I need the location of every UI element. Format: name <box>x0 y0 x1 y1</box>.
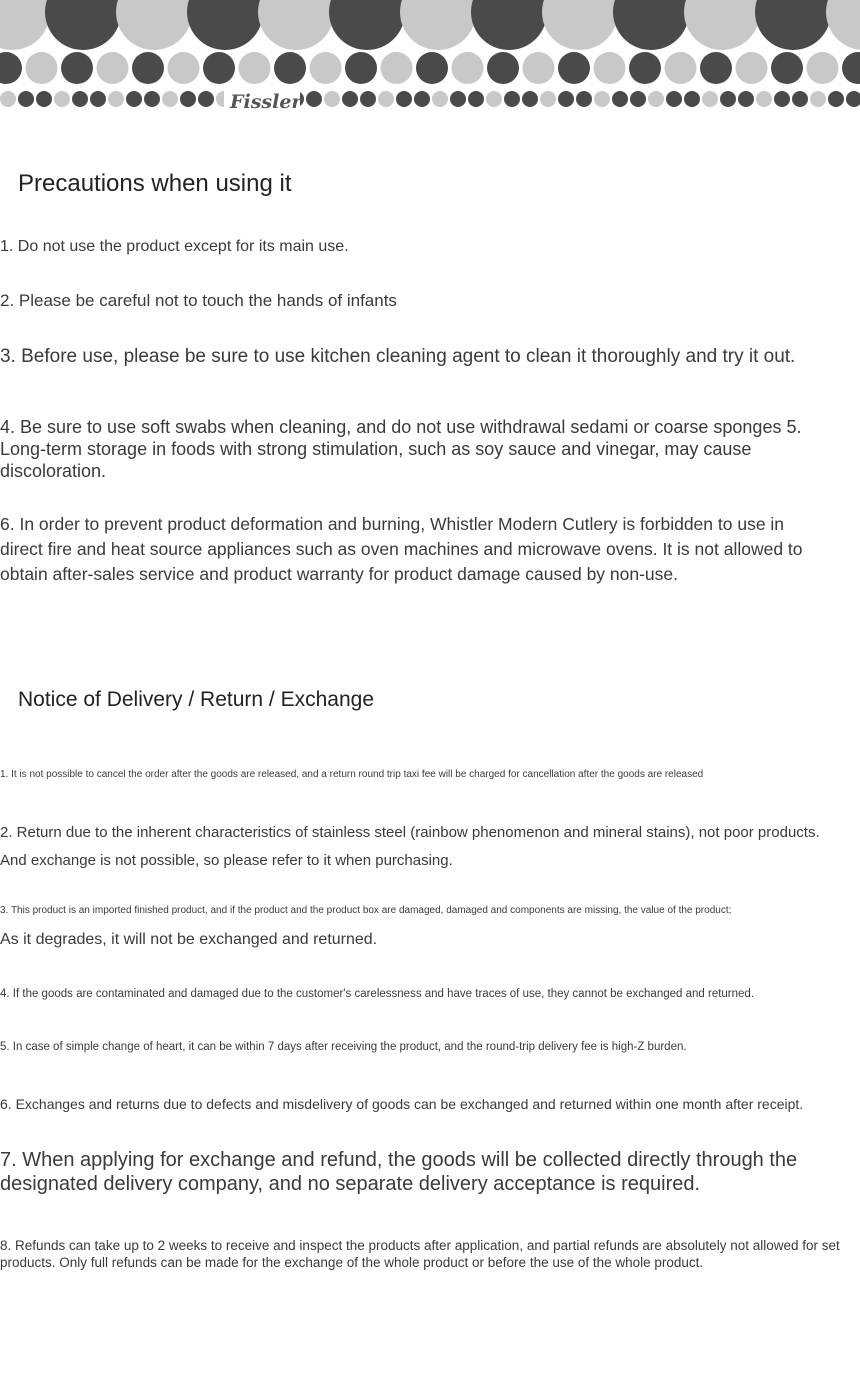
pattern-circle <box>540 91 556 107</box>
pattern-circle <box>97 52 129 84</box>
pattern-circle <box>360 91 376 107</box>
pattern-circle <box>36 91 52 107</box>
notice-title: Notice of Delivery / Return / Exchange <box>18 688 374 711</box>
brand-banner <box>0 0 860 112</box>
pattern-circle <box>756 91 772 107</box>
pattern-circle <box>162 91 178 107</box>
precautions-title: Precautions when using it <box>18 170 292 197</box>
pattern-circle <box>576 91 592 107</box>
pattern-circle <box>381 52 413 84</box>
pattern-circle <box>738 91 754 107</box>
pattern-circle <box>612 91 628 107</box>
pattern-circle <box>414 91 430 107</box>
pattern-circle <box>203 52 235 84</box>
pattern-circle <box>132 52 164 84</box>
pattern-circle <box>630 91 646 107</box>
pattern-circle <box>629 52 661 84</box>
pattern-circle <box>378 91 394 107</box>
notice-item-8: 8. Refunds can take up to 2 weeks to receive and inspect the products after application, and partial refunds are absolutely not allowed for set products. Only full refunds can be made for the exchange of the whole product or before the use of the whole product. <box>0 1238 840 1270</box>
pattern-circle <box>594 52 626 84</box>
pattern-circle <box>702 91 718 107</box>
pattern-circle <box>522 91 538 107</box>
pattern-circle <box>771 52 803 84</box>
notice-item-7: 7. When applying for exchange and refund, the goods will be collected directly through the designated delivery company, and no separate delivery acceptance is required. <box>0 1149 798 1195</box>
pattern-circle <box>774 91 790 107</box>
pattern-circle <box>126 91 142 107</box>
pattern-circle <box>828 91 844 107</box>
pattern-circle <box>810 91 826 107</box>
pattern-circle <box>665 52 697 84</box>
notice-item-4: 4. If the goods are contaminated and damaged due to the customer's carelessness and have traces of use, they cannot be exchanged and returned. <box>0 988 755 1000</box>
pattern-circle <box>487 52 519 84</box>
pattern-circle <box>416 52 448 84</box>
pattern-circle <box>700 52 732 84</box>
pattern-circle <box>523 52 555 84</box>
pattern-circle <box>486 91 502 107</box>
pattern-circle <box>342 91 358 107</box>
pattern-circle <box>18 91 34 107</box>
pattern-circle <box>90 91 106 107</box>
notice-item-3-continued: As it degrades, it will not be exchanged and returned. <box>0 931 378 948</box>
pattern-circle <box>452 52 484 84</box>
pattern-circle <box>61 52 93 84</box>
precaution-item-3: 3. Before use, please be sure to use kitchen cleaning agent to clean it thoroughly and try it out. <box>0 346 796 367</box>
pattern-circle <box>180 91 196 107</box>
notice-item-5: 5. In case of simple change of heart, it can be within 7 days after receiving the product, and the round-trip delivery fee is high-Z burden. <box>0 1041 687 1053</box>
pattern-circle <box>54 91 70 107</box>
pattern-circle <box>736 52 768 84</box>
pattern-circle <box>450 91 466 107</box>
precaution-item-1: 1. Do not use the product except for its main use. <box>0 238 349 255</box>
notice-item-6: 6. Exchanges and returns due to defects and misdelivery of goods can be exchanged and returned within one month after receipt. <box>0 1096 804 1112</box>
precaution-item-2: 2. Please be careful not to touch the hands of infants <box>0 291 397 310</box>
pattern-circle <box>558 91 574 107</box>
pattern-circle <box>468 91 484 107</box>
pattern-circle <box>807 52 839 84</box>
pattern-circle <box>594 91 610 107</box>
pattern-circle <box>0 91 16 107</box>
pattern-circle <box>345 52 377 84</box>
pattern-circle <box>396 91 412 107</box>
pattern-circle <box>432 91 448 107</box>
notice-item-2: 2. Return due to the inherent characteristics of stainless steel (rainbow phenomenon and mineral stains), not poor products. <box>0 824 820 841</box>
pattern-circle <box>720 91 736 107</box>
pattern-circle <box>792 91 808 107</box>
pattern-circle <box>274 52 306 84</box>
fissler-logo: Fissler <box>230 91 302 112</box>
pattern-circle <box>310 52 342 84</box>
pattern-circle <box>108 91 124 107</box>
pattern-circle <box>72 91 88 107</box>
pattern-circle <box>198 91 214 107</box>
pattern-circle <box>684 91 700 107</box>
pattern-circle <box>558 52 590 84</box>
pattern-circle <box>324 91 340 107</box>
precaution-item-4: 4. Be sure to use soft swabs when cleaning, and do not use withdrawal sedami or coarse sponges 5. Long-term storage in foods with strong stimulation, such as soy sauce and vinegar, may cause discoloration. <box>0 417 802 481</box>
circle-pattern <box>0 0 860 112</box>
notice-item-1: 1. It is not possible to cancel the order after the goods are released, and a return round trip taxi fee will be charged for cancellation after the goods are released <box>0 769 704 780</box>
notice-item-3: 3. This product is an imported finished product, and if the product and the product box are damaged, damaged and components are missing, the value of the product; <box>0 905 732 916</box>
precaution-item-6: 6. In order to prevent product deformation and burning, Whistler Modern Cutlery is forbidden to use in direct fire and heat source appliances such as oven machines and microwave ovens. It is not allowed to obtain after-sales service and product warranty for product damage caused by non-use. <box>0 514 803 584</box>
pattern-circle <box>239 52 271 84</box>
pattern-circle <box>168 52 200 84</box>
pattern-circle <box>666 91 682 107</box>
notice-item-2-continued: And exchange is not possible, so please refer to it when purchasing. <box>0 852 453 869</box>
pattern-circle <box>504 91 520 107</box>
pattern-circle <box>306 91 322 107</box>
pattern-circle <box>26 52 58 84</box>
pattern-circle <box>144 91 160 107</box>
pattern-circle <box>648 91 664 107</box>
